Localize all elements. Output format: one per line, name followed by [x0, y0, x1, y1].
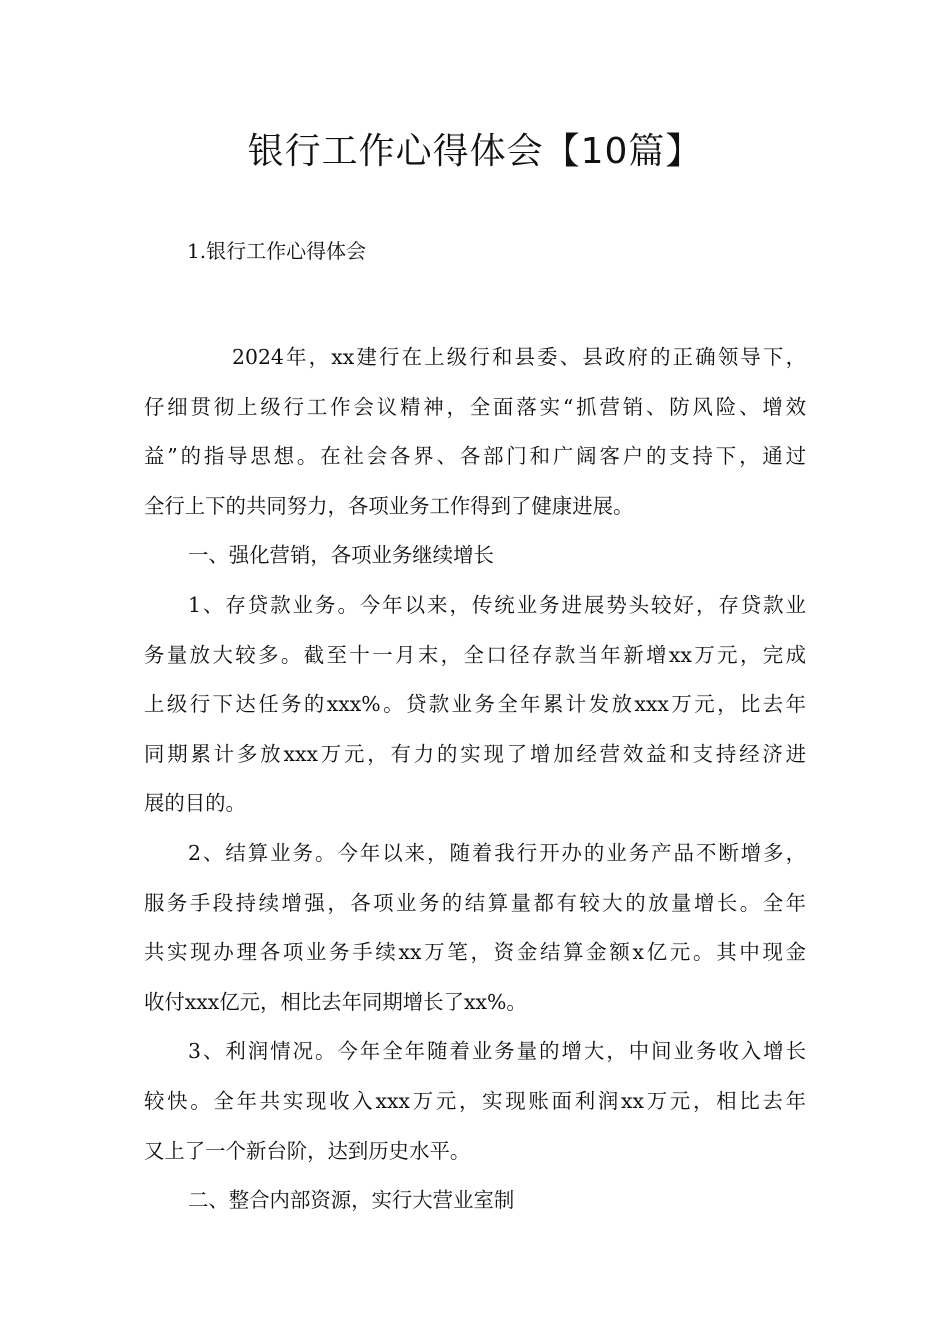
paragraph-line: 共实现办理各项业务手续xx万笔，资金结算金额x亿元。其中现金: [144, 940, 806, 965]
paragraph-deposits-loans: [144, 581, 806, 829]
paragraph-line: 2024年，xx建行在上级行和县委、县政府的正确领导下，: [232, 345, 806, 369]
document-subtitle: 1.银行工作心得体会: [187, 239, 367, 263]
section-heading-1: [144, 531, 806, 581]
paragraph-line: 展的目的。: [144, 791, 246, 816]
paragraph-line: 仔细贯彻上级行工作会议精神，全面落实“抓营销、防风险、增效: [144, 394, 806, 419]
paragraph-line: 较快。全年共实现收入xxx万元，实现账面利润xx万元，相比去年: [144, 1088, 806, 1113]
paragraph-line: 服务手段持续增强，各项业务的结算量都有较大的放量增长。全年: [144, 890, 806, 915]
document-title: 银行工作心得体会【10篇】: [247, 131, 703, 172]
paragraph-line: 收付xxx亿元，相比去年同期增长了xx%。: [144, 989, 527, 1014]
paragraph-line: 又上了一个新台阶，达到历史水平。: [144, 1138, 471, 1163]
paragraph-profit: [144, 1027, 806, 1176]
paragraph-line: 同期累计多放xxx万元，有力的实现了增加经营效益和支持经济进: [144, 741, 806, 766]
paragraph-line: 益”的指导思想。在社会各界、各部门和广阔客户的支持下，通过: [144, 444, 806, 469]
paragraph-line: 全行上下的共同努力，各项业务工作得到了健康进展。: [144, 493, 634, 518]
paragraph-line: 3、利润情况。今年全年随着业务量的增大，中间业务收入增长: [188, 1039, 806, 1064]
paragraph-line: 务量放大较多。截至十一月末，全口径存款当年新增xx万元，完成: [144, 642, 806, 667]
paragraph-settlement: [144, 829, 806, 1027]
paragraph-line: 2、结算业务。今年以来，随着我行开办的业务产品不断增多，: [188, 840, 806, 865]
document-body: [144, 333, 806, 1226]
paragraph-intro: [144, 333, 806, 531]
paragraph-line: 一、强化营销，各项业务继续增长: [188, 543, 494, 568]
paragraph-line: 二、整合内部资源，实行大营业室制: [188, 1188, 515, 1213]
paragraph-line: 上级行下达任务的xxx%。贷款业务全年累计发放xxx万元，比去年: [144, 692, 806, 717]
section-heading-2: [144, 1176, 806, 1226]
paragraph-line: 1、存贷款业务。今年以来，传统业务进展势头较好，存贷款业: [188, 592, 806, 617]
